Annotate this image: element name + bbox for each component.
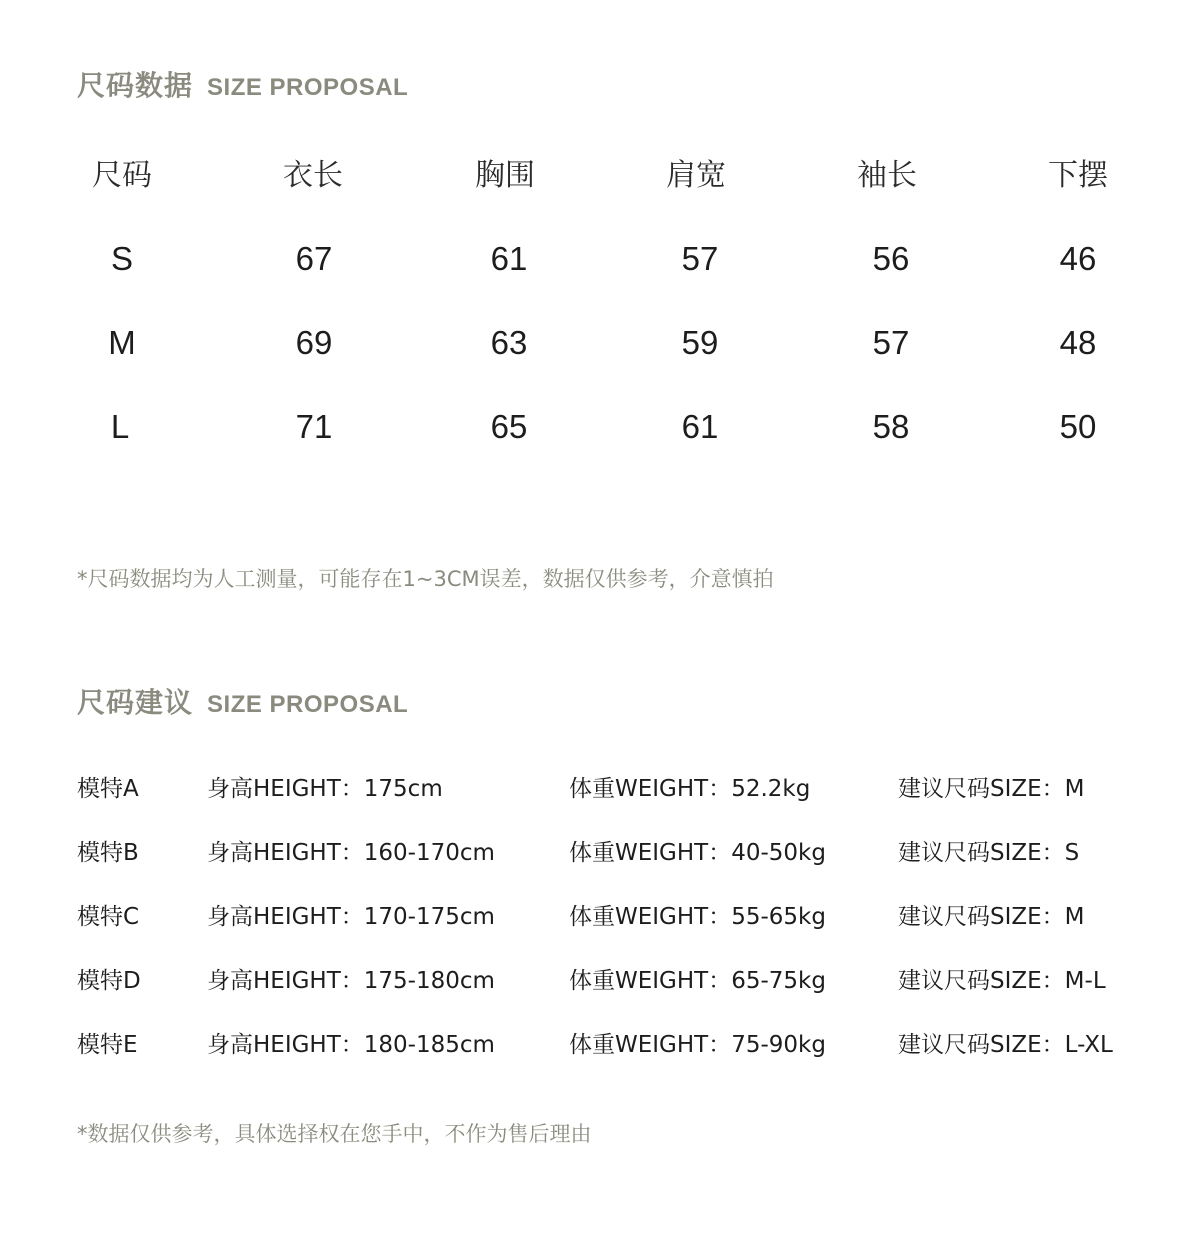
disclaimer-note: *数据仅供参考，具体选择权在您手中，不作为售后理由 xyxy=(77,1122,592,1146)
table-row xyxy=(0,408,1200,468)
cell-hem: 50 xyxy=(1059,408,1097,445)
size-data-title-cn: 尺码数据 xyxy=(77,69,194,102)
cell-chest: 61 xyxy=(490,240,528,277)
cell-shoulder: 59 xyxy=(681,324,719,361)
model-suggested-size: 建议尺码SIZE：M xyxy=(898,776,1085,802)
list-item xyxy=(0,962,1200,1002)
cell-size: M xyxy=(108,324,136,361)
table-row xyxy=(0,324,1200,384)
model-height: 身高HEIGHT：170-175cm xyxy=(207,904,495,930)
cell-chest: 65 xyxy=(490,408,528,445)
model-height: 身高HEIGHT：160-170cm xyxy=(207,840,495,866)
cell-sleeve: 56 xyxy=(872,240,910,277)
cell-shoulder: 57 xyxy=(681,240,719,277)
measurement-note: *尺码数据均为人工测量，可能存在1~3CM误差，数据仅供参考，介意慎拍 xyxy=(77,567,774,591)
cell-size: L xyxy=(110,408,130,445)
model-height: 身高HEIGHT：175-180cm xyxy=(207,968,495,994)
header-hem: 下摆 xyxy=(1048,158,1108,193)
model-height: 身高HEIGHT：180-185cm xyxy=(207,1032,495,1058)
cell-sleeve: 57 xyxy=(872,324,910,361)
cell-length: 69 xyxy=(295,324,333,361)
list-item xyxy=(0,834,1200,874)
model-weight: 体重WEIGHT：75-90kg xyxy=(569,1032,826,1058)
list-item xyxy=(0,1026,1200,1066)
list-item xyxy=(0,898,1200,938)
header-length: 衣长 xyxy=(283,158,343,193)
model-suggested-size: 建议尺码SIZE：L-XL xyxy=(898,1032,1113,1058)
size-suggestion-title xyxy=(77,681,408,721)
size-suggestion-title-en: SIZE PROPOSAL xyxy=(207,691,409,718)
model-suggested-size: 建议尺码SIZE：M-L xyxy=(898,968,1106,994)
header-size: 尺码 xyxy=(92,158,152,193)
model-name: 模特C xyxy=(77,904,140,930)
cell-sleeve: 58 xyxy=(872,408,910,445)
model-name: 模特E xyxy=(77,1032,138,1058)
header-chest: 胸围 xyxy=(475,158,535,193)
model-weight: 体重WEIGHT：40-50kg xyxy=(569,840,826,866)
cell-hem: 46 xyxy=(1059,240,1097,277)
table-header-row xyxy=(0,150,1200,210)
model-name: 模特D xyxy=(77,968,141,994)
size-data-title-en: SIZE PROPOSAL xyxy=(207,74,409,101)
header-shoulder: 肩宽 xyxy=(666,158,726,193)
list-item xyxy=(0,770,1200,810)
cell-shoulder: 61 xyxy=(681,408,719,445)
model-weight: 体重WEIGHT：52.2kg xyxy=(569,776,811,802)
model-name: 模特B xyxy=(77,840,139,866)
table-row xyxy=(0,240,1200,300)
model-weight: 体重WEIGHT：65-75kg xyxy=(569,968,826,994)
header-sleeve: 袖长 xyxy=(857,158,917,193)
model-height: 身高HEIGHT：175cm xyxy=(207,776,443,802)
model-name: 模特A xyxy=(77,776,139,802)
size-suggestion-title-cn: 尺码建议 xyxy=(77,686,194,719)
cell-chest: 63 xyxy=(490,324,528,361)
model-suggested-size: 建议尺码SIZE：M xyxy=(898,904,1085,930)
cell-hem: 48 xyxy=(1059,324,1097,361)
size-data-title xyxy=(77,64,408,104)
cell-length: 67 xyxy=(295,240,333,277)
model-suggested-size: 建议尺码SIZE：S xyxy=(898,840,1080,866)
cell-length: 71 xyxy=(295,408,333,445)
model-weight: 体重WEIGHT：55-65kg xyxy=(569,904,826,930)
cell-size: S xyxy=(110,240,133,277)
